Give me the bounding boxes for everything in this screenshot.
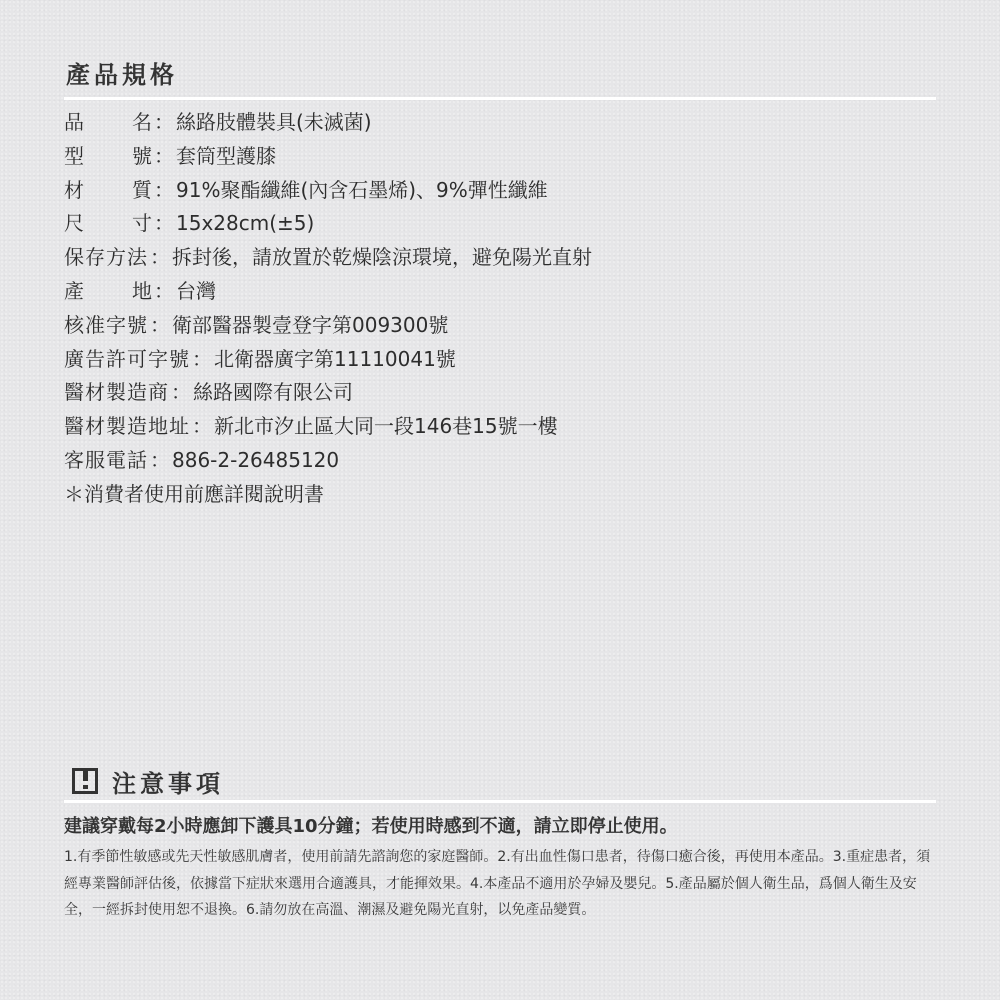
spec-colon: ： xyxy=(154,211,174,236)
spec-row-name xyxy=(64,106,936,140)
spec-value-material: 91%聚酯纖維(內含石墨烯)、9%彈性纖維 xyxy=(176,177,548,202)
caution-title: 注意事項 xyxy=(112,769,224,798)
spec-row-approval-number xyxy=(64,309,936,343)
spec-row-material xyxy=(64,174,936,208)
spec-colon: ： xyxy=(192,346,212,371)
spec-value-model: 套筒型護膝 xyxy=(176,143,276,168)
spec-value-ad-permit: 北衛器廣字第11110041號 xyxy=(214,346,456,371)
spec-colon: ： xyxy=(154,278,174,303)
spec-value-manufacturer-address: 新北市汐止區大同一段146巷15號一樓 xyxy=(214,414,558,439)
spec-row-manufacturer-address xyxy=(64,410,936,444)
spec-value-manufacturer: 絲路國際有限公司 xyxy=(193,380,353,405)
spec-value-approval-number: 衛部醫器製壹登字第009300號 xyxy=(172,312,449,337)
spec-colon: ： xyxy=(154,177,174,202)
spec-row-manufacturer xyxy=(64,376,936,410)
caution-header xyxy=(64,764,936,798)
spec-row-ad-permit xyxy=(64,343,936,377)
spec-label-name: 品 名 xyxy=(64,110,152,134)
spec-label-origin: 產 地 xyxy=(64,278,152,303)
spec-row-phone xyxy=(64,444,936,478)
spec-label-material: 材 質 xyxy=(64,177,152,202)
spec-value-origin: 台灣 xyxy=(176,278,216,303)
spec-label-approval-number: 核准字號 xyxy=(64,312,148,337)
spec-colon: ： xyxy=(150,312,170,337)
spec-label-size: 尺 寸 xyxy=(64,211,152,236)
spec-colon: ： xyxy=(150,447,170,472)
caution-headline: 建議穿戴每2小時應卸下護具10分鐘；若使用時感到不適，請立即停止使用。 xyxy=(64,816,678,837)
spec-value-size: 15x28cm(±5) xyxy=(176,211,315,236)
spec-row-origin xyxy=(64,275,936,309)
spec-title: 產品規格 xyxy=(66,61,178,89)
spec-value-storage: 拆封後，請放置於乾燥陰涼環境，避免陽光直射 xyxy=(172,245,592,270)
caution-body: 1.有季節性敏感或先天性敏感肌膚者，使用前請先諮詢您的家庭醫師。2.有出血性傷口患者，待傷口癒合後，再使用本產品。3.重症患者，須經專業醫師評估後，依據當下症狀來選用合適護具，才能揮效果。4.本產品不適用於孕婦及嬰兒。5.產品屬於個人衛生品，爲個人衛生及安全，一經拆封使用恕不退換。6.請勿放在高溫、潮濕及避免陽光直射，以免產品變質。 xyxy=(64,849,931,918)
caution-divider xyxy=(64,800,936,803)
spec-footnote: ＊消費者使用前應詳閱說明書 xyxy=(64,481,324,506)
spec-colon: ： xyxy=(154,110,174,134)
spec-colon: ： xyxy=(154,143,174,168)
product-spec-section xyxy=(64,58,936,512)
spec-value-phone: 886-2-26485120 xyxy=(172,447,340,472)
spec-list xyxy=(64,106,936,512)
spec-label-manufacturer-address: 醫材製造地址 xyxy=(64,414,190,439)
spec-label-storage: 保存方法 xyxy=(64,245,148,270)
spec-colon: ： xyxy=(192,414,212,439)
spec-label-manufacturer: 醫材製造商 xyxy=(64,380,169,405)
spec-colon: ： xyxy=(171,380,191,405)
caution-section xyxy=(64,764,936,924)
spec-row-storage xyxy=(64,241,936,275)
spec-label-ad-permit: 廣告許可字號 xyxy=(64,346,190,371)
exclamation-box-icon xyxy=(72,768,98,794)
spec-row-size xyxy=(64,207,936,241)
spec-label-phone: 客服電話 xyxy=(64,447,148,472)
spec-value-name: 絲路肢體裝具(未滅菌) xyxy=(176,110,372,134)
spec-label-model: 型 號 xyxy=(64,143,152,168)
spec-divider xyxy=(64,97,936,100)
spec-row-model xyxy=(64,140,936,174)
spec-colon: ： xyxy=(150,245,170,270)
